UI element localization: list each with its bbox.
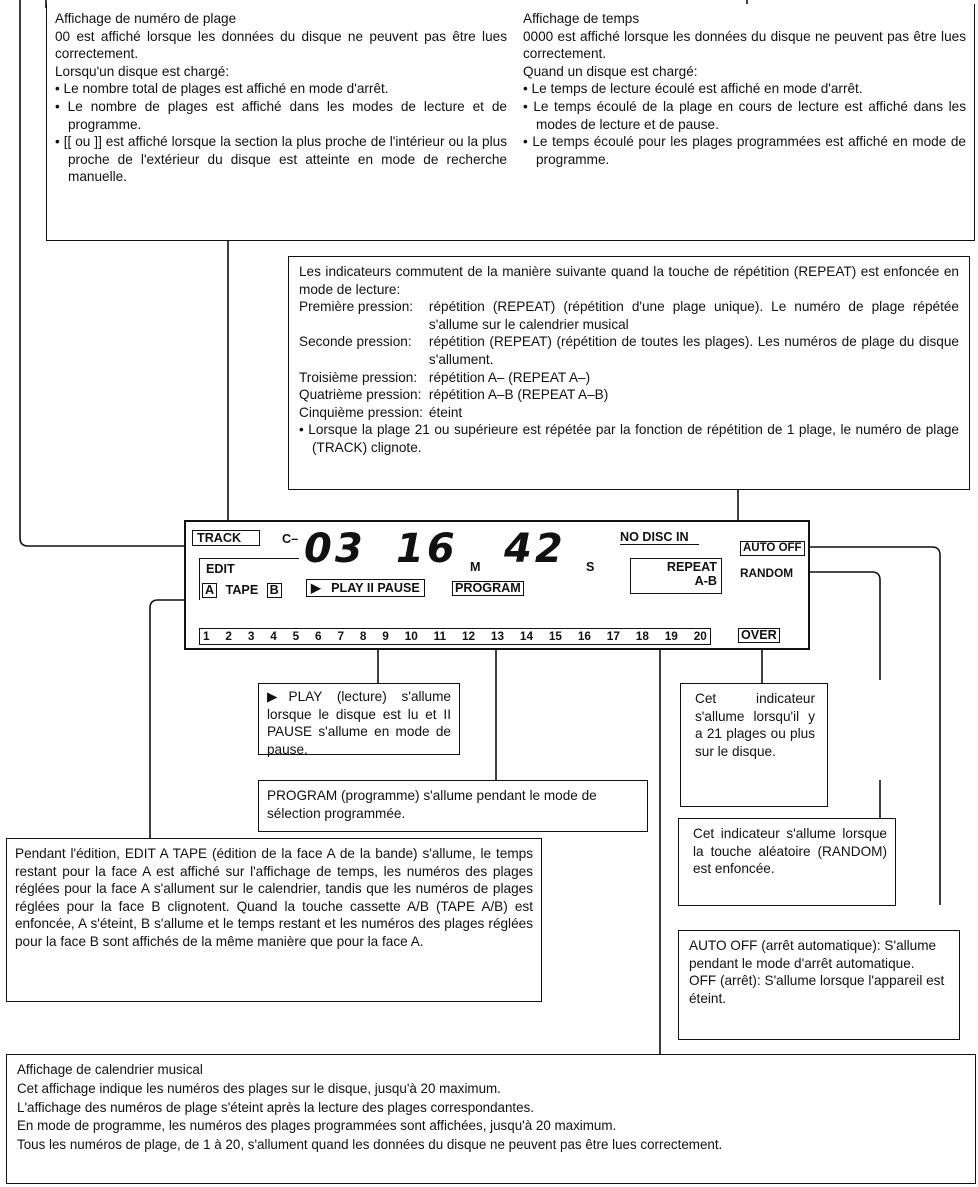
repeat-ab-label: A-B bbox=[694, 574, 717, 588]
time-info-title: Affichage de temps bbox=[523, 11, 640, 26]
program-indicator bbox=[452, 579, 524, 597]
edit-label: EDIT bbox=[206, 562, 235, 576]
calendar-number: 7 bbox=[337, 629, 344, 643]
calendar-number: 8 bbox=[359, 629, 367, 643]
calendar-number: 13 bbox=[490, 629, 505, 643]
calendar-number: 18 bbox=[635, 629, 649, 643]
time-info-line2: Quand un disque est chargé: bbox=[523, 63, 698, 79]
track-info-bullet-3: • [[ ou ]] est affiché lorsque la section la plus proche de l'intérieur ou la plus proche de l'extérieur du disque est atteinte en mode de recherche manuelle. bbox=[55, 133, 507, 186]
play-pause-label: PLAY II PAUSE bbox=[331, 581, 420, 595]
calendar-number: 10 bbox=[404, 629, 418, 643]
over-info-text: Cet indicateur s'allume lorsqu'il y a 21 plages ou plus sur le disque. bbox=[695, 691, 815, 759]
program-label: PROGRAM bbox=[452, 581, 524, 596]
auto-off-label: AUTO OFF bbox=[740, 541, 805, 556]
random-info-text: Cet indicateur s'allume lorsque la touche aléatoire (RANDOM) est enfoncée. bbox=[693, 826, 887, 877]
no-disc-indicator: NO DISC IN bbox=[620, 530, 699, 545]
play-info-box bbox=[258, 683, 460, 755]
edit-indicator-group bbox=[199, 558, 299, 600]
calendar-info-line1: Cet affichage indique les numéros des plages sur le disque, jusqu'à 20 maximum. bbox=[17, 1080, 501, 1096]
second-unit: S bbox=[586, 560, 595, 574]
random-info-box bbox=[678, 818, 896, 906]
minute-digits: 16 bbox=[396, 526, 458, 572]
repeat-indicator bbox=[630, 558, 722, 594]
repeat-row: Seconde pression: répétition (REPEAT) (répétition de toutes les plages). Les numéros de plage du disque s'allument. bbox=[299, 334, 959, 367]
play-info-text: ▶PLAY (lecture) s'allume lorsque le disque est lu et II PAUSE s'allume en mode de pause. bbox=[267, 689, 451, 757]
time-info-line1: 0000 est affiché lorsque les données du disque ne peuvent pas être lues correctement. bbox=[523, 28, 966, 62]
calendar-info-line2: L'affichage des numéros de plage s'éteint après la lecture des plages correspondantes. bbox=[17, 1099, 535, 1115]
edit-info-box bbox=[6, 838, 542, 1002]
track-digits: 03 bbox=[304, 526, 366, 572]
repeat-info-box bbox=[288, 256, 970, 490]
play-icon: ▶ bbox=[311, 581, 321, 595]
random-indicator: RANDOM bbox=[740, 566, 794, 580]
second-digits: 42 bbox=[504, 526, 566, 572]
calendar-info-line4: Tous les numéros de plage, de 1 à 20, s'allument quand les données du disque ne peuvent pas être lues correctement. bbox=[17, 1137, 723, 1153]
tape-label: TAPE bbox=[225, 583, 259, 597]
calendar-number: 1 bbox=[203, 629, 210, 643]
over-label: OVER bbox=[738, 628, 780, 643]
play-pause-indicator bbox=[306, 579, 425, 597]
calendar-number: 20 bbox=[693, 629, 707, 643]
calendar-number: 3 bbox=[247, 629, 255, 643]
calendar-number: 11 bbox=[433, 629, 447, 643]
calendar-number: 2 bbox=[225, 629, 232, 643]
calendar-number: 6 bbox=[315, 629, 322, 643]
track-info-line2: Lorsqu'un disque est chargé: bbox=[55, 63, 230, 79]
calendar-info-box bbox=[6, 1054, 976, 1184]
track-info-bullet-2: • Le nombre de plages est affiché dans les modes de lecture et de programme. bbox=[55, 98, 507, 133]
repeat-label: REPEAT bbox=[666, 560, 717, 574]
calendar-number: 9 bbox=[382, 629, 389, 643]
face-a-mark: A bbox=[202, 583, 217, 598]
program-info-box bbox=[258, 780, 648, 832]
calendar-info-title: Affichage de calendrier musical bbox=[17, 1062, 203, 1077]
track-info-title: Affichage de numéro de plage bbox=[55, 11, 237, 26]
minute-unit: M bbox=[470, 560, 481, 574]
music-calendar bbox=[199, 628, 711, 645]
track-number-info-box bbox=[46, 4, 516, 241]
calendar-number: 17 bbox=[606, 629, 620, 643]
over-indicator bbox=[738, 626, 780, 644]
repeat-row: Quatrième pression: répétition A–B (REPEAT A–B) bbox=[299, 387, 609, 403]
auto-off-info-line2: OFF (arrêt): S'allume lorsque l'appareil est éteint. bbox=[689, 973, 945, 1006]
tape-indicator bbox=[202, 581, 282, 599]
repeat-row: Cinquième pression: éteint bbox=[299, 404, 463, 420]
auto-off-info-box bbox=[678, 930, 960, 1040]
c-mark: C– bbox=[282, 532, 299, 546]
track-info-line1: 00 est affiché lorsque les données du disque ne peuvent pas être lues correctement. bbox=[55, 28, 507, 62]
calendar-info-line3: En mode de programme, les numéros des plages programmées sont affichées, jusqu'à 20 maximum. bbox=[17, 1118, 617, 1134]
calendar-number: 14 bbox=[519, 629, 534, 643]
calendar-number: 5 bbox=[292, 629, 300, 643]
time-info-bullet-3: • Le temps écoulé pour les plages programmées est affiché en mode de programme. bbox=[523, 133, 966, 168]
repeat-bullet: • Lorsque la plage 21 ou supérieure est répétée par la fonction de répétition de 1 plage, le numéro de plage (TRACK) clignote. bbox=[299, 421, 959, 456]
face-b-mark: B bbox=[267, 583, 282, 598]
program-info-text: PROGRAM (programme) s'allume pendant le mode de sélection programmée. bbox=[267, 788, 597, 821]
calendar-number: 15 bbox=[548, 629, 562, 643]
time-display-info-box bbox=[515, 4, 975, 241]
track-label: TRACK bbox=[192, 530, 260, 546]
calendar-number: 19 bbox=[664, 629, 678, 643]
calendar-number: 16 bbox=[577, 629, 591, 643]
calendar-number: 12 bbox=[461, 629, 476, 643]
track-info-bullet-1: • Le nombre total de plages est affiché en mode d'arrêt. bbox=[55, 80, 507, 98]
time-info-bullet-1: • Le temps de lecture écoulé est affiché en mode d'arrêt. bbox=[523, 80, 966, 98]
repeat-row: Première pression: répétition (REPEAT) (répétition d'une plage unique). Le numéro de plage répétée s'allume sur le calendrier musical bbox=[299, 299, 959, 332]
calendar-number: 4 bbox=[270, 629, 277, 643]
repeat-row: Troisième pression: répétition A– (REPEAT A–) bbox=[299, 369, 591, 385]
time-info-bullet-2: • Le temps écoulé de la plage en cours de lecture est affiché dans les modes de lecture et de pause. bbox=[523, 98, 966, 133]
over-info-box bbox=[680, 683, 828, 807]
repeat-intro: Les indicateurs commutent de la manière suivante quand la touche de répétition (REPEAT) est enfoncée en mode de lecture: bbox=[299, 264, 959, 297]
cd-display-panel bbox=[184, 520, 810, 650]
auto-off-info-line1: AUTO OFF (arrêt automatique): S'allume pendant le mode d'arrêt automatique. bbox=[689, 938, 937, 971]
edit-info-text: Pendant l'édition, EDIT A TAPE (édition de la face A de la bande) s'allume, le temps restant pour la face A est affiché sur l'affichage de temps, les numéros des plages réglées pour la face A s'allument sur le calendrier, tandis que les numéros de plages réglées pour la face B clignotent. Quand la touche cassette A/B (TAPE A/B) est enfoncée, A s'éteint, B s'allume et le temps restant et les numéros des plages réglées pour la face B sont affichés de la même manière que pour la face A. bbox=[15, 846, 533, 949]
auto-off-indicator bbox=[740, 538, 805, 556]
repeat-press-table bbox=[299, 298, 959, 421]
